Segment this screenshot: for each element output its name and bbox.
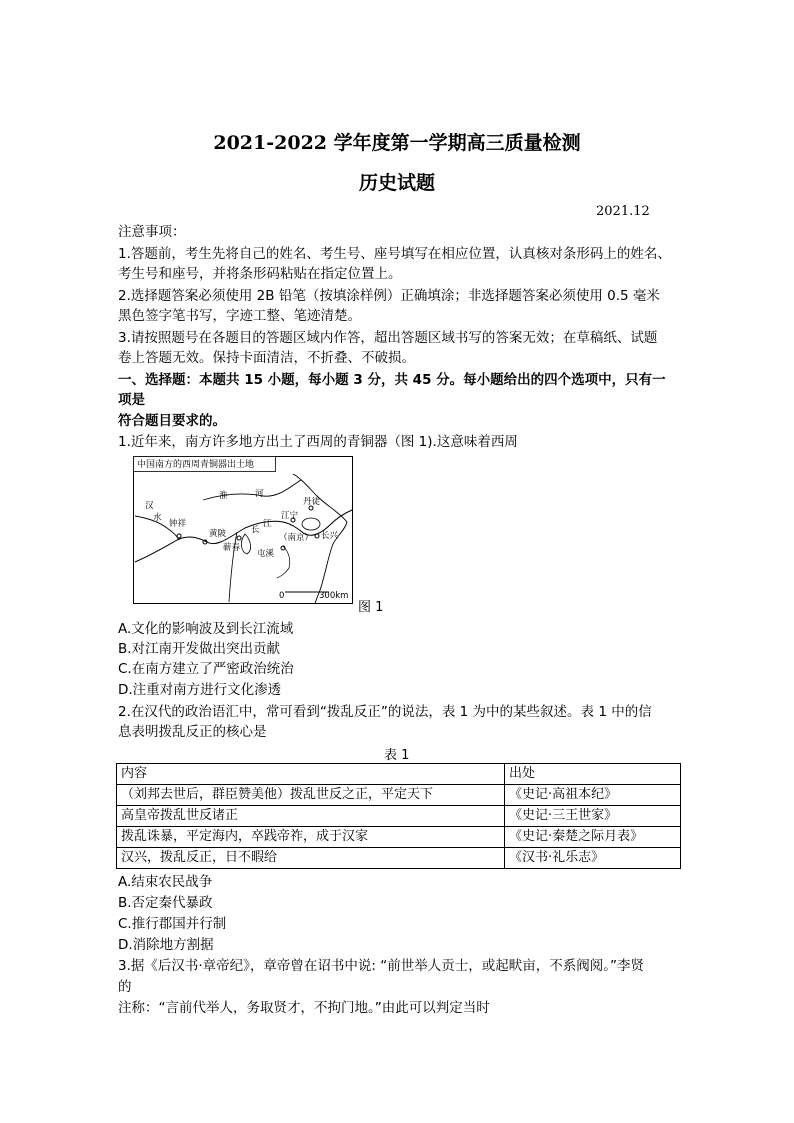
- map-scale-end: 300km: [319, 591, 349, 601]
- section-heading: 项是: [118, 392, 145, 408]
- map-label: 汉: [145, 501, 154, 511]
- table-cell: 汉兴，拨乱反正，日不暇给: [117, 848, 505, 869]
- table-row: [117, 848, 681, 869]
- map-label: 屯溪: [257, 549, 275, 559]
- exam-title: 2021-2022 学年度第一学期高三质量检测: [213, 132, 581, 154]
- map-label: 丹徒: [303, 497, 321, 507]
- question-3-stem: 3.据《后汉书·章帝纪》，章帝曾在诏书中说: “前世举人贡士，或起畎亩，不系阀阅。”李贤: [118, 958, 644, 974]
- question-2-stem: 息表明拨乱反正的核心是: [118, 724, 267, 740]
- table-header: 出处: [505, 764, 681, 785]
- table-cell: 《史记·秦楚之际月表》: [505, 827, 681, 848]
- table-cell: 《史记·三王世家》: [505, 806, 681, 827]
- table-row: [117, 785, 681, 806]
- table-cell: 《汉书·礼乐志》: [505, 848, 681, 869]
- map-label: 江宁: [281, 511, 299, 521]
- map-title: 中国南方的西周青铜器出土地: [137, 460, 255, 470]
- table-cell: （刘邦去世后，群臣赞美他）拨乱世反之正，平定天下: [117, 785, 505, 806]
- q2-option-b: B.否定秦代暴政: [118, 895, 213, 911]
- table-1: [116, 763, 681, 869]
- map-label: 河: [255, 489, 264, 499]
- question-3-stem: 注称：“言前代举人，务取贤才，不拘门地。”由此可以判定当时: [118, 1000, 490, 1016]
- note-line: 1.答题前，考生先将自己的姓名、考生号、座号填写在相应位置，认真核对条形码上的姓名、: [118, 246, 671, 262]
- table-header: 内容: [117, 764, 505, 785]
- map-label: 黄陂: [209, 529, 227, 539]
- map-label: 钟祥: [169, 519, 187, 529]
- map-label: 淮: [219, 491, 228, 501]
- table-row: [117, 827, 681, 848]
- q2-option-c: C.推行郡国并行制: [118, 916, 227, 932]
- q2-option-a: A.结束农民战争: [118, 874, 213, 890]
- q2-option-d: D.消除地方割据: [118, 937, 214, 953]
- table-header-row: [117, 764, 681, 785]
- question-2-stem: 2.在汉代的政治语汇中，常可看到“拨乱反正”的说法，表 1 为中的某些叙述。表 1 中的信: [118, 704, 652, 720]
- map-frame: [134, 457, 353, 604]
- section-heading: 一、选择题：本题共 15 小题，每小题 3 分，共 45 分。每小题给出的四个选项中，只有一: [118, 372, 666, 388]
- map-label: （南京）: [279, 533, 314, 543]
- section-heading: 符合题目要求的。: [118, 413, 226, 429]
- notes-heading: 注意事项：: [118, 224, 186, 240]
- subject-title: 历史试题: [358, 172, 435, 194]
- table-row: [117, 806, 681, 827]
- map-label: 江: [263, 519, 272, 529]
- exam-date: 2021.12: [596, 204, 650, 219]
- table-cell: 高皇帝拨乱世反诸正: [117, 806, 505, 827]
- map-label: 长: [251, 525, 260, 535]
- map-scale-start: 0: [279, 591, 285, 601]
- q1-option-c: C.在南方建立了严密政治统治: [118, 661, 294, 677]
- question-1-stem: 1.近年来，南方许多地方出土了西周的青铜器（图 1).这意味着西周: [118, 434, 518, 450]
- map-label: 长兴: [321, 531, 339, 541]
- q1-option-d: D.注重对南方进行文化渗透: [118, 682, 282, 698]
- note-line: 黑色签字笔书写，字迹工整、笔迹清楚。: [118, 308, 361, 324]
- question-3-stem: 的: [118, 979, 132, 995]
- table-cell: 拨乱诛暴，平定海内，卒践帝祚，成于汉家: [117, 827, 505, 848]
- map-label: 蕲春: [223, 543, 241, 553]
- note-line: 3.请按照题号在各题目的答题区域内作答，超出答题区域书写的答案无效；在草稿纸、试题: [118, 330, 658, 346]
- bronze-sites-map: [133, 456, 353, 604]
- figure-1-label: 图 1: [358, 600, 384, 615]
- note-line: 考生号和座号，并将条形码粘贴在指定位置上。: [118, 266, 402, 282]
- table-cell: 《史记·高祖本纪》: [505, 785, 681, 806]
- table-1-caption: 表 1: [384, 748, 410, 763]
- note-line: 2.选择题答案必须使用 2B 铅笔（按填涂样例）正确填涂；非选择题答案必须使用 0.5 毫米: [118, 288, 660, 304]
- q1-option-a: A.文化的影响波及到长江流域: [118, 621, 294, 637]
- note-line: 卷上答题无效。保持卡面清洁，不折叠、不破损。: [118, 350, 415, 366]
- map-label: 水: [153, 513, 162, 523]
- q1-option-b: B.对江南开发做出突出贡献: [118, 641, 281, 657]
